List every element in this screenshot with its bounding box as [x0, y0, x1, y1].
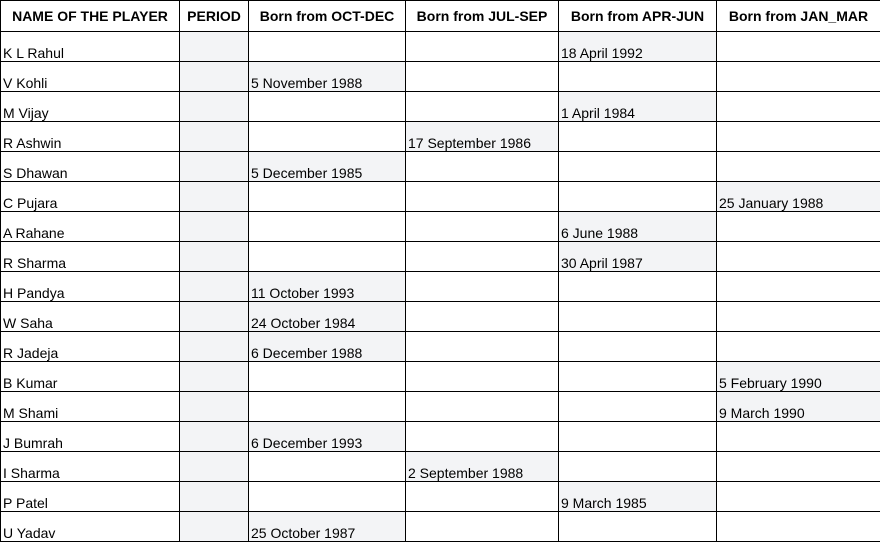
birth-date-cell[interactable]: 6 December 1988	[249, 332, 406, 362]
birth-date-cell[interactable]	[249, 92, 406, 122]
birth-date-cell[interactable]: 5 December 1985	[249, 152, 406, 182]
player-name-cell[interactable]: V Kohli	[1, 62, 180, 92]
birth-date-cell[interactable]	[717, 32, 880, 62]
birth-date-cell[interactable]	[406, 152, 559, 182]
table-row	[1, 482, 880, 512]
birth-date-cell[interactable]: 1 April 1984	[559, 92, 717, 122]
table-row	[1, 332, 880, 362]
birth-date-cell[interactable]	[559, 302, 717, 332]
birth-date-cell[interactable]	[406, 182, 559, 212]
birth-date-cell[interactable]: 25 October 1987	[249, 512, 406, 542]
birth-date-cell[interactable]	[559, 272, 717, 302]
birth-date-cell[interactable]	[406, 422, 559, 452]
birth-date-cell[interactable]	[559, 332, 717, 362]
birth-date-cell[interactable]: 5 February 1990	[717, 362, 880, 392]
birth-date-cell[interactable]	[249, 182, 406, 212]
birth-date-cell[interactable]	[406, 62, 559, 92]
player-name-cell[interactable]: R Jadeja	[1, 332, 180, 362]
birth-date-cell[interactable]	[406, 302, 559, 332]
birth-date-cell[interactable]: 11 October 1993	[249, 272, 406, 302]
birth-date-cell[interactable]	[717, 332, 880, 362]
birth-date-cell[interactable]	[717, 62, 880, 92]
table-row	[1, 272, 880, 302]
player-name-cell[interactable]: M Shami	[1, 392, 180, 422]
table-row	[1, 362, 880, 392]
table-row	[1, 302, 880, 332]
player-name-cell[interactable]: J Bumrah	[1, 422, 180, 452]
birth-date-cell[interactable]: 2 September 1988	[406, 452, 559, 482]
birth-date-cell[interactable]	[406, 212, 559, 242]
period-cell[interactable]	[180, 272, 249, 302]
birth-date-cell[interactable]: 24 October 1984	[249, 302, 406, 332]
birth-date-cell[interactable]	[717, 422, 880, 452]
birth-date-cell[interactable]	[559, 452, 717, 482]
birth-date-cell[interactable]	[249, 452, 406, 482]
player-name-cell[interactable]: H Pandya	[1, 272, 180, 302]
period-cell[interactable]	[180, 122, 249, 152]
header-cell[interactable]: NAME OF THE PLAYER	[1, 1, 180, 32]
header-cell[interactable]: PERIOD	[180, 1, 249, 32]
table-row	[1, 452, 880, 482]
birth-date-cell[interactable]	[717, 152, 880, 182]
birth-date-cell[interactable]: 30 April 1987	[559, 242, 717, 272]
birth-date-cell[interactable]	[406, 362, 559, 392]
period-cell[interactable]	[180, 32, 249, 62]
header-cell[interactable]: Born from APR-JUN	[559, 1, 717, 32]
birth-date-cell[interactable]	[406, 32, 559, 62]
birth-date-cell[interactable]: 9 March 1985	[559, 482, 717, 512]
table-row	[1, 62, 880, 92]
table-row	[1, 152, 880, 182]
table-row	[1, 422, 880, 452]
period-cell[interactable]	[180, 62, 249, 92]
header-row	[1, 1, 880, 32]
period-cell[interactable]	[180, 92, 249, 122]
player-name-cell[interactable]: I Sharma	[1, 452, 180, 482]
birth-date-cell[interactable]	[249, 212, 406, 242]
birth-date-cell[interactable]	[406, 392, 559, 422]
period-cell[interactable]	[180, 482, 249, 512]
header-cell[interactable]: Born from JAN_MAR	[717, 1, 880, 32]
table-row	[1, 212, 880, 242]
table-row	[1, 32, 880, 62]
period-cell[interactable]	[180, 332, 249, 362]
birth-date-cell[interactable]	[717, 272, 880, 302]
period-cell[interactable]	[180, 362, 249, 392]
birth-date-cell[interactable]	[249, 392, 406, 422]
birth-date-cell[interactable]	[559, 62, 717, 92]
birth-date-cell[interactable]	[717, 302, 880, 332]
player-name-cell[interactable]: R Sharma	[1, 242, 180, 272]
player-name-cell[interactable]: W Saha	[1, 302, 180, 332]
header-cell[interactable]: Born from JUL-SEP	[406, 1, 559, 32]
table-row	[1, 512, 880, 542]
birth-date-cell[interactable]: 9 March 1990	[717, 392, 880, 422]
player-name-cell[interactable]: U Yadav	[1, 512, 180, 542]
birth-date-cell[interactable]	[249, 362, 406, 392]
table-row	[1, 122, 880, 152]
birth-date-cell[interactable]	[717, 452, 880, 482]
birth-date-cell[interactable]	[559, 392, 717, 422]
birth-date-cell[interactable]	[249, 32, 406, 62]
birth-date-cell[interactable]	[406, 482, 559, 512]
birth-date-cell[interactable]	[406, 512, 559, 542]
period-cell[interactable]	[180, 452, 249, 482]
birth-date-cell[interactable]	[717, 482, 880, 512]
birth-date-cell[interactable]	[249, 242, 406, 272]
birth-date-cell[interactable]	[249, 122, 406, 152]
birth-date-cell[interactable]	[559, 122, 717, 152]
player-name-cell[interactable]: P Patel	[1, 482, 180, 512]
birth-date-cell[interactable]: 18 April 1992	[559, 32, 717, 62]
player-name-cell[interactable]: M Vijay	[1, 92, 180, 122]
birth-date-cell[interactable]	[717, 92, 880, 122]
period-cell[interactable]	[180, 152, 249, 182]
birth-date-cell[interactable]	[717, 212, 880, 242]
birth-date-cell[interactable]	[559, 422, 717, 452]
player-name-cell[interactable]: R Ashwin	[1, 122, 180, 152]
period-cell[interactable]	[180, 212, 249, 242]
birth-date-cell[interactable]: 17 September 1986	[406, 122, 559, 152]
birth-date-cell[interactable]: 6 December 1993	[249, 422, 406, 452]
period-cell[interactable]	[180, 242, 249, 272]
period-cell[interactable]	[180, 182, 249, 212]
header-cell[interactable]: Born from OCT-DEC	[249, 1, 406, 32]
table-row	[1, 182, 880, 212]
birth-date-cell[interactable]	[559, 362, 717, 392]
player-name-cell[interactable]: K L Rahul	[1, 32, 180, 62]
birth-date-cell[interactable]	[559, 512, 717, 542]
player-name-cell[interactable]: B Kumar	[1, 362, 180, 392]
birth-date-cell[interactable]	[717, 122, 880, 152]
birth-date-cell[interactable]: 6 June 1988	[559, 212, 717, 242]
table-row	[1, 92, 880, 122]
birth-date-cell[interactable]	[559, 152, 717, 182]
birth-date-cell[interactable]	[717, 512, 880, 542]
birth-date-cell[interactable]	[249, 482, 406, 512]
period-cell[interactable]	[180, 512, 249, 542]
birth-date-cell[interactable]	[406, 242, 559, 272]
birth-date-cell[interactable]: 25 January 1988	[717, 182, 880, 212]
birth-date-cell[interactable]	[559, 182, 717, 212]
birth-date-cell[interactable]	[406, 272, 559, 302]
table-row	[1, 242, 880, 272]
period-cell[interactable]	[180, 392, 249, 422]
birth-date-cell[interactable]	[717, 242, 880, 272]
table-row	[1, 392, 880, 422]
period-cell[interactable]	[180, 422, 249, 452]
player-name-cell[interactable]: A Rahane	[1, 212, 180, 242]
birth-date-cell[interactable]: 5 November 1988	[249, 62, 406, 92]
birth-date-cell[interactable]	[406, 92, 559, 122]
player-name-cell[interactable]: C Pujara	[1, 182, 180, 212]
birth-date-cell[interactable]	[406, 332, 559, 362]
player-name-cell[interactable]: S Dhawan	[1, 152, 180, 182]
period-cell[interactable]	[180, 302, 249, 332]
